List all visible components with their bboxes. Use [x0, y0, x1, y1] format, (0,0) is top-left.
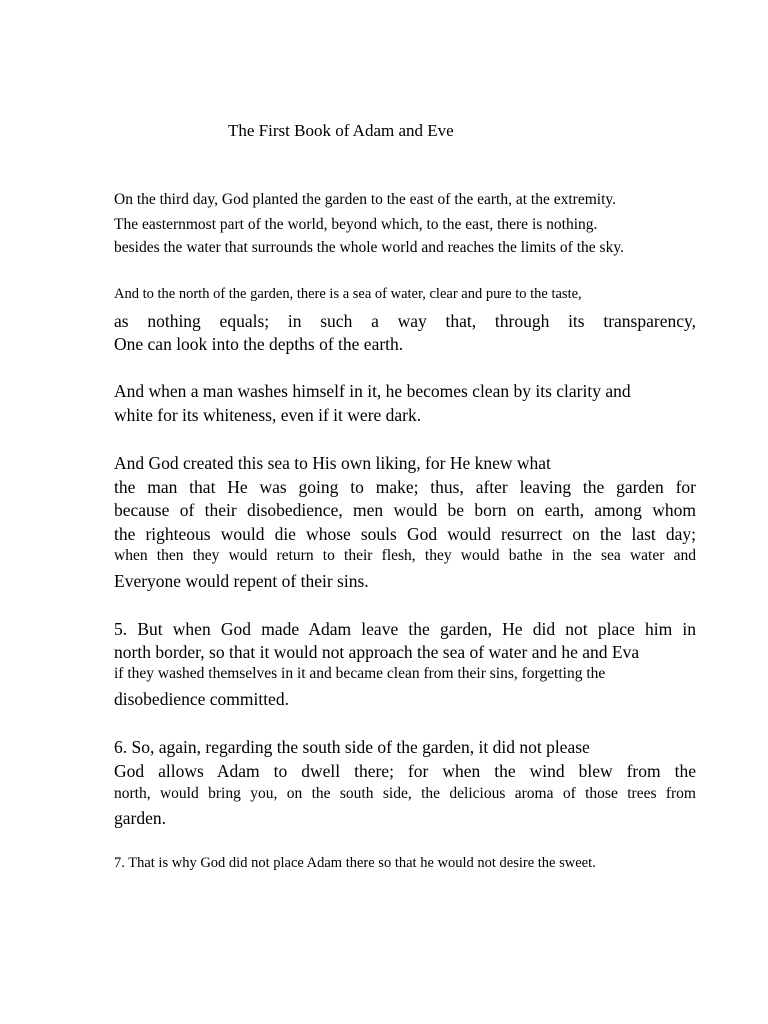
text-line: the man that He was going to make; thus, after leaving the garden for — [114, 477, 696, 497]
text-line: On the third day, God planted the garden to the east of the earth, at the extremity. — [114, 191, 617, 208]
text-line: God allows Adam to dwell there; for when the wind blew from the — [114, 761, 696, 781]
text-line: Everyone would repent of their sins. — [114, 571, 369, 591]
text-line: when then they would return to their flesh, they would bathe in the sea water and — [114, 547, 696, 564]
text-line: 7. That is why God did not place Adam there so that he would not desire the sweet. — [114, 855, 596, 871]
text-line: One can look into the depths of the earth. — [114, 334, 404, 354]
text-line: if they washed themselves in it and became clean from their sins, forgetting the — [114, 665, 606, 682]
text-line: white for its whiteness, even if it were dark. — [114, 405, 422, 425]
text-line: And God created this sea to His own liking, for He knew what — [114, 453, 551, 473]
text-line: 6. So, again, regarding the south side of the garden, it did not please — [114, 737, 590, 757]
text-line: 5. But when God made Adam leave the garden, He did not place him in — [114, 619, 696, 639]
text-line: disobedience committed. — [114, 689, 289, 709]
text-line: And when a man washes himself in it, he becomes clean by its clarity and — [114, 381, 631, 401]
text-line: The easternmost part of the world, beyond which, to the east, there is nothing. — [114, 216, 598, 233]
text-line: garden. — [114, 808, 166, 828]
text-line: besides the water that surrounds the whole world and reaches the limits of the sky. — [114, 239, 624, 256]
text-line: as nothing equals; in such a way that, through its transparency, — [114, 311, 696, 331]
text-line: north, would bring you, on the south side, the delicious aroma of those trees from — [114, 785, 696, 802]
document-title: The First Book of Adam and Eve — [228, 121, 454, 140]
text-line: north border, so that it would not approach the sea of water and he and Eva — [114, 642, 640, 662]
text-line: because of their disobedience, men would be born on earth, among whom — [114, 500, 696, 520]
text-line: the righteous would die whose souls God would resurrect on the last day; — [114, 524, 696, 544]
text-line: And to the north of the garden, there is a sea of water, clear and pure to the taste, — [114, 286, 582, 302]
